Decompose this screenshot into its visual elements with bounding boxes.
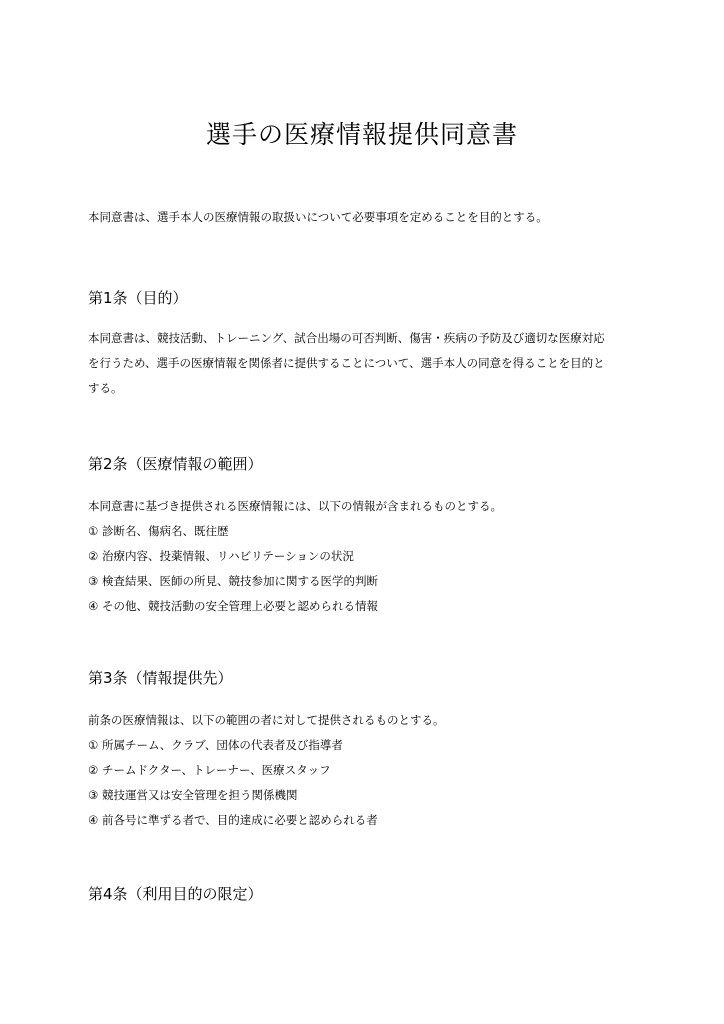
article-1-line-3: する。 bbox=[88, 381, 123, 395]
list-item: ③ 競技運営又は安全管理を担う関係機関 bbox=[88, 788, 298, 802]
intro-paragraph: 本同意書は、選手本人の医療情報の取扱いについて必要事項を定めることを目的とする。 bbox=[88, 210, 548, 224]
article-1 bbox=[88, 287, 648, 401]
article-2-heading: 第2条（医療情報の範囲） bbox=[88, 455, 263, 473]
article-3-item-list bbox=[88, 733, 648, 833]
article-1-heading: 第1条（目的） bbox=[88, 289, 188, 307]
list-item: ② チームドクター、トレーナー、医療スタッフ bbox=[88, 763, 331, 777]
article-1-line-2: を行うため、選手の医療情報を関係者に提供することについて、選手本人の同意を得ることを目的と bbox=[88, 356, 605, 370]
article-2-item-list bbox=[88, 519, 648, 619]
list-item: ④ 前各号に準ずる者で、目的達成に必要と認められる者 bbox=[88, 813, 378, 827]
document-title: 選手の医療情報提供同意書 bbox=[205, 120, 518, 149]
article-3-body bbox=[88, 708, 648, 833]
article-3-line-1: 前条の医療情報は、以下の範囲の者に対して提供されるものとする。 bbox=[88, 713, 445, 727]
list-item: ④ その他、競技活動の安全管理上必要と認められる情報 bbox=[88, 599, 378, 613]
article-4 bbox=[88, 883, 648, 905]
article-2-body bbox=[88, 494, 648, 619]
list-item: ① 診断名、傷病名、既往歴 bbox=[88, 524, 229, 538]
list-item: ③ 検査結果、医師の所見、競技参加に関する医学的判断 bbox=[88, 574, 378, 588]
list-item: ① 所属チーム、クラブ、団体の代表者及び指導者 bbox=[88, 738, 343, 752]
article-1-line-1: 本同意書は、競技活動、トレーニング、試合出場の可否判断、傷害・疾病の予防及び適切な医療対応 bbox=[88, 331, 605, 345]
article-3-heading: 第3条（情報提供先） bbox=[88, 669, 233, 687]
article-2 bbox=[88, 453, 648, 619]
article-3 bbox=[88, 667, 648, 833]
list-item: ② 治療内容、投薬情報、リハビリテーションの状況 bbox=[88, 549, 354, 563]
article-1-body bbox=[88, 326, 648, 401]
article-2-line-1: 本同意書に基づき提供される医療情報には、以下の情報が含まれるものとする。 bbox=[88, 499, 502, 513]
article-4-heading: 第4条（利用目的の限定） bbox=[88, 885, 263, 903]
